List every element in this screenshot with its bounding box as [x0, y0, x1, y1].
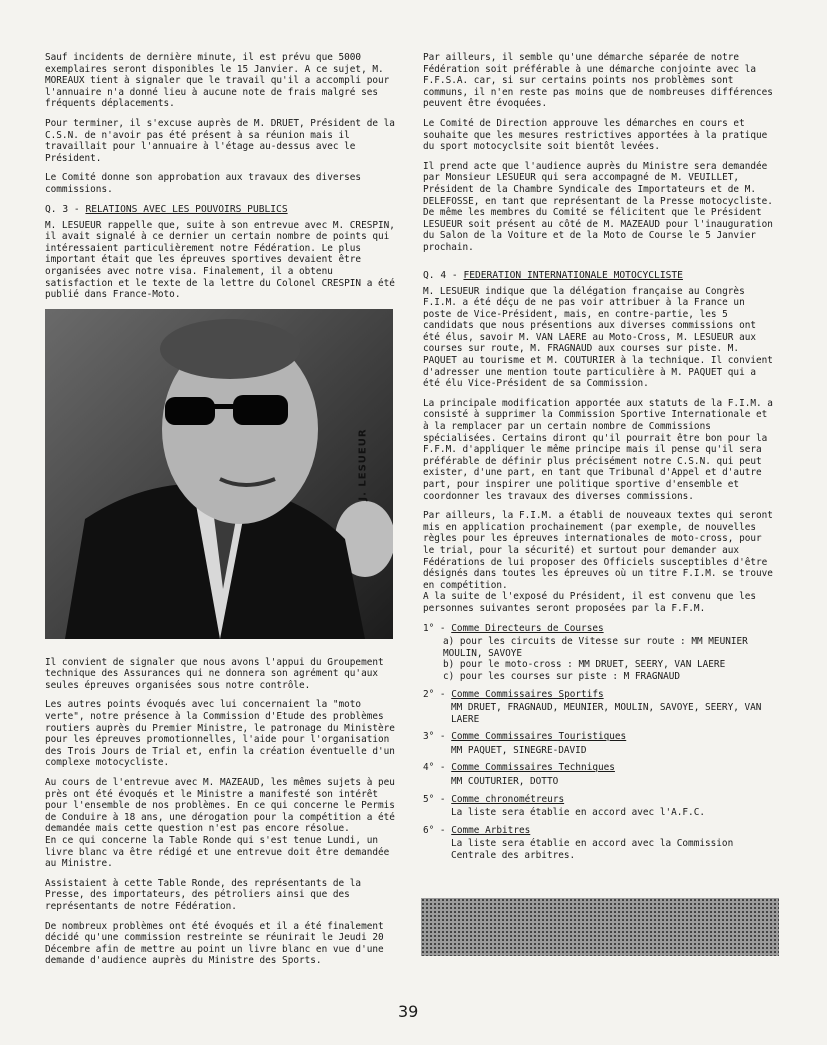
list-item-text: c) pour les courses sur piste : M FRAGNAUD — [443, 670, 681, 682]
list-item-text: MM COUTURIER, DOTTO — [451, 776, 559, 788]
halftone-panel — [421, 898, 779, 956]
list-item-text: MM DRUET, FRAGNAUD, MEUNIER, MOULIN, SAVOYE, SEERY, VAN LAERE — [451, 702, 762, 725]
paragraph: Il prend acte que l'audience auprès du Ministre sera demandée par Monsieur LESUEUR qui sera accompagné de M. VEUILLET, Président de la Chambre Syndicale des Importateurs et de M. DELEFOSSE, en tant que représentant de la Presse motocycliste. De même les membres du Comité se félicitent que le Président LESUEUR soit présent au côté de M. MAZEAUD pour l'inauguration du Salon de la Voiture et de la Moto de Course le 5 Janvier prochain. — [423, 160, 773, 253]
portrait-image — [45, 309, 393, 639]
paragraph: Par ailleurs, il semble qu'une démarche séparée de notre Fédération soit préférable à une démarche conjointe avec la F.F.S.A. car, si sur certains points nos problèmes sont communs, il n'en reste pas moins que de nombreuses différences peuvent être évoquées. — [423, 52, 773, 110]
section-number: Q. 3 - — [45, 203, 86, 215]
paragraph: Pour terminer, il s'excuse auprès de M. DRUET, Président de la C.S.N. de n'avoir pas été présent à sa réunion mais il travaillait pour l'annuaire à l'étage au-dessus avec le Président. — [45, 117, 395, 164]
paragraph: A la suite de l'exposé du Président, il est convenu que les personnes suivantes seront proposées par la F.F.M. — [423, 591, 757, 614]
portrait-photo — [45, 309, 393, 639]
paragraph: Au cours de l'entrevue avec M. MAZEAUD, les mêmes sujets à peu près ont été évoqués et le Ministre a manifesté son intérêt pour l'ensemble de nos problèmes. En ce qui concerne le Permis de Conduire à 18 ans, une dérogation pour la compétition a été demandée mais cette question n'est pas encore résolue. — [45, 777, 395, 835]
officials-list — [423, 623, 778, 862]
paragraph: Par ailleurs, la F.I.M. a établi de nouveaux textes qui seront mis en application prochainement (par exemple, de nouvelles règles pour les épreuves internationales de moto-cross, pour le trial, pour la sécurité) et surtout pour demander aux Fédérations de lui proposer des Officiels susceptibles d'être désignés dans toutes les épreuves où un titre F.I.M. se trouve en compétition. — [423, 510, 773, 591]
paragraph: En ce qui concerne la Table Ronde qui s'est tenue Lundi, un livre blanc va être rédigé et une entrevue doit être demandée au Ministre. — [45, 835, 390, 870]
list-item-text: b) pour le moto-cross : MM DRUET, SEERY, VAN LAERE — [443, 659, 726, 671]
page-number: 39 — [398, 1002, 419, 1021]
section-title: FEDERATION INTERNATIONALE MOTOCYCLISTE — [463, 269, 683, 281]
paragraph: M. LESUEUR indique que la délégation française au Congrès F.I.M. a été déçu de ne pas voir attribuer à la France un poste de Vice-Président, mais, en contre-partie, les 5 candidats que nous présentions aux diverses commissions ont été élus, savoir M. VAN LAERE au Moto-Cross, M. LESUEUR aux courses sur route, M. FRAGNAUD aux courses sur piste. M. PAQUET au tourisme et M. COUTURIER à la technique. Il convient d'adresser une mention toute particulière à M. PAQUET qui a été élu Vice-Président de sa Commission. — [423, 285, 773, 390]
right-column — [423, 52, 778, 862]
section-heading-q3 — [45, 204, 400, 216]
paragraph: Le Comité de Direction approuve les démarches en cours et souhaite que les mesures restrictives apportées à la pratique du sport motocyclsite soit bientôt levées. — [423, 117, 768, 153]
paragraph: Il convient de signaler que nous avons l'appui du Groupement technique des Assurances qui ne donnera son agrément qu'aux seules épreuves organisées sous notre contrôle. — [45, 656, 384, 691]
left-column — [45, 52, 400, 975]
list-item-heading: 2° - Comme Commissaires Sportifs — [423, 688, 604, 700]
list-item-text: MM PAQUET, SINEGRE-DAVID — [451, 744, 587, 756]
list-item-heading: 6° - Comme Arbitres — [423, 824, 531, 836]
list-item-heading: 4° - Comme Commissaires Techniques — [423, 762, 615, 774]
list-item-heading: 5° - Comme chronométreurs — [423, 793, 565, 805]
section-heading-q4 — [423, 270, 778, 282]
paragraph: La principale modification apportée aux statuts de la F.I.M. a consisté à supprimer la Commission Sportive Internationale et à la remplacer par un certain nombre de Commissions spécialisées. Certains diront qu'il pourrait être bon pour la F.F.M. d'appliquer le même principe mais il pense qu'il sera préférable de définir plus précisément notre C.S.N. qui peut exister, d'une part, en tant que Tribunal d'Appel et d'autre part, pour inspirer une politique sportive d'ensemble et coordonner les travaux des diverses commissions. — [423, 397, 773, 502]
list-item-text: La liste sera établie en accord avec la Commission Centrale des arbitres. — [451, 838, 734, 862]
section-title: RELATIONS AVEC LES POUVOIRS PUBLICS — [85, 203, 288, 215]
list-item-heading: 3° - Comme Commissaires Touristiques — [423, 731, 627, 743]
paragraph: Sauf incidents de dernière minute, il est prévu que 5000 exemplaires seront disponibles le 15 Janvier. A ce sujet, M. MOREAUX tient à signaler que le travail qu'il a accompli pour l'annuaire n'a donné lieu à aucune note de frais malgré ses fréquents déplacements. — [45, 52, 390, 110]
photo-caption: J. LESUEUR — [357, 428, 369, 501]
paragraph: Les autres points évoqués avec lui concernaient la "moto verte", notre présence à la Commission d'Etude des problèmes routiers auprès du Premier Ministre, le patronage du Ministère pour les épreuves promotionnelles, l'aide pour l'organisation des Trois Jours de Trial et, enfin la création éventuelle d'un complexe motocycliste. — [45, 699, 395, 769]
paragraph: M. LESUEUR rappelle que, suite à son entrevue avec M. CRESPIN, il avait signalé à ce dernier un certain nombre de points qui intéressaient particulièrement notre Fédération. Le plus important était que les épreuves sportives devaient être organisées avec notre visa. Finalement, il a obtenu satisfaction et le texte de la lettre du Colonel CRESPIN a été publié dans France-Moto. — [45, 219, 395, 301]
list-item-heading: 1° - Comme Directeurs de Courses — [423, 622, 604, 634]
list-item-text: a) pour les circuits de Vitesse sur route : MM MEUNIER MOULIN, SAVOYE — [443, 636, 748, 659]
paragraph: Assistaient à cette Table Ronde, des représentants de la Presse, des importateurs, des pétroliers ainsi que des représentants de notre Fédération. — [45, 877, 362, 912]
paragraph: De nombreux problèmes ont été évoqués et il a été finalement décidé qu'une commission restreinte se réunirait le Jeudi 20 Décembre afin de mettre au point un livre blanc en vue d'une demande d'audience auprès du Ministre des Sports. — [45, 920, 384, 967]
list-item-text: La liste sera établie en accord avec l'A.F.C. — [451, 807, 705, 819]
paragraph: Le Comité donne son approbation aux travaux des diverses commissions. — [45, 172, 362, 195]
section-number: Q. 4 - — [423, 269, 464, 281]
